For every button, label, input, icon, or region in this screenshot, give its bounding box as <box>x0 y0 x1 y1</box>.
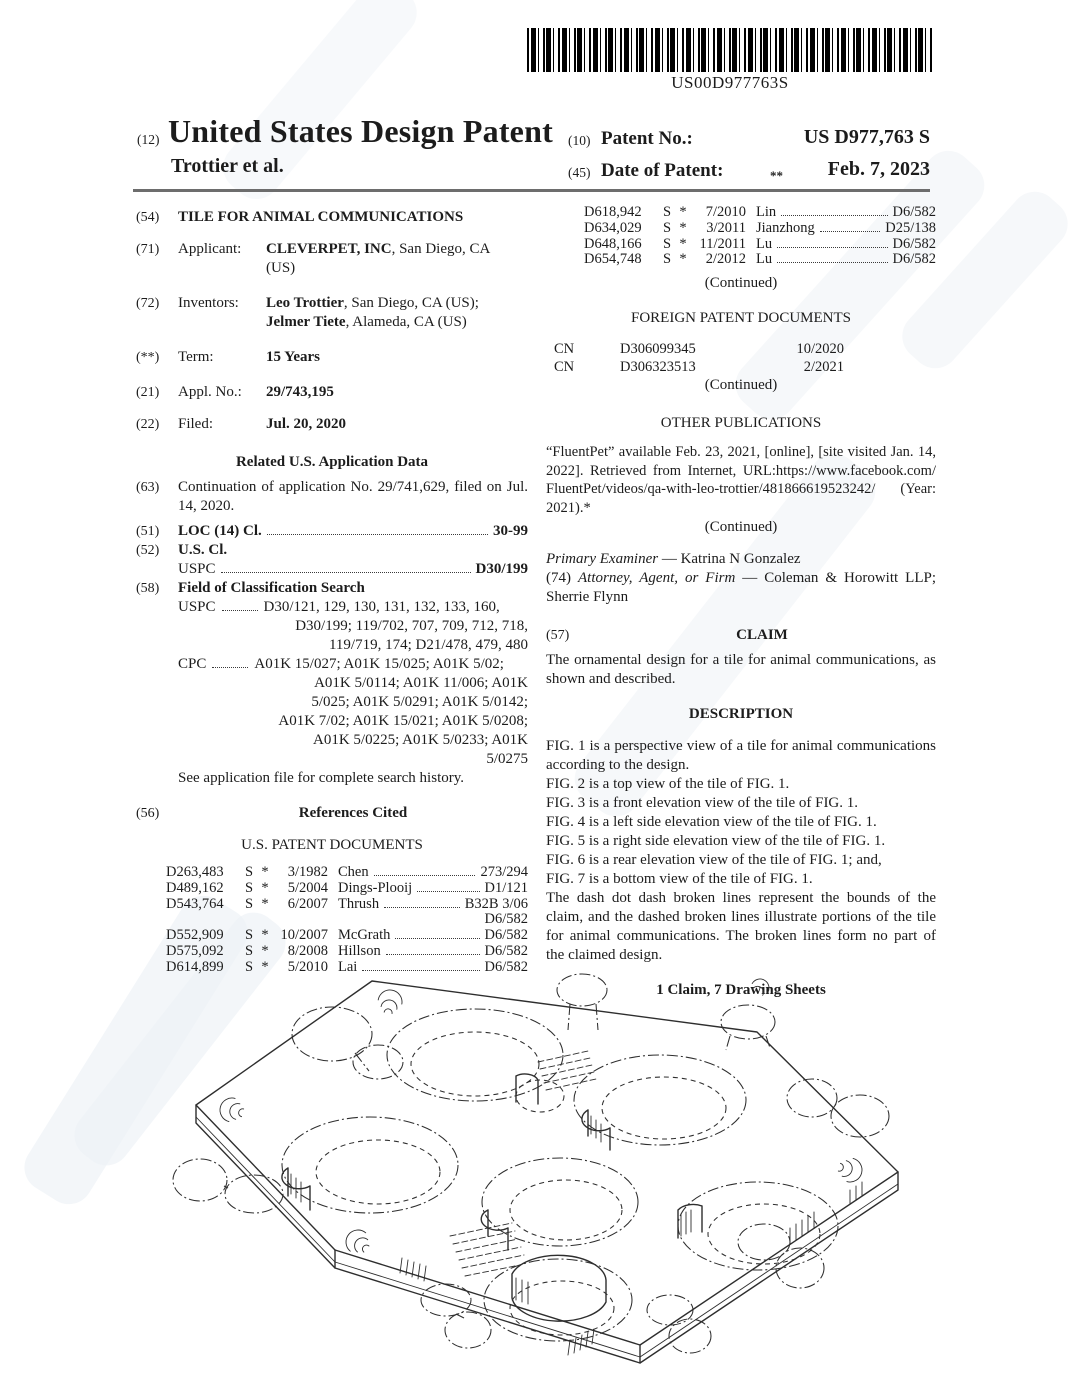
table-row <box>166 897 528 929</box>
ref-country: CN <box>554 341 575 358</box>
figure-description-line: FIG. 6 is a rear elevation view of the tile of FIG. 1; and, <box>546 851 882 868</box>
ref-kind: S <box>244 879 254 896</box>
figure-description-line: FIG. 2 is a top view of the tile of FIG. 1. <box>546 775 790 792</box>
ref-kind: S <box>244 927 254 944</box>
field-tag: (58) <box>136 581 160 596</box>
barcode-label: US00D977763S <box>671 73 789 92</box>
field-tag: (74) <box>546 569 571 586</box>
invention-title: TILE FOR ANIMAL COMMUNICATIONS <box>178 209 464 225</box>
applicant-name: CLEVERPET, INC <box>266 241 392 257</box>
recess <box>282 1117 458 1213</box>
puzzle-tab <box>292 1007 403 1079</box>
field-search-row <box>136 579 528 598</box>
ref-kind: S <box>662 251 672 268</box>
ref-class: D6/582 <box>892 204 936 220</box>
ref-date: 10/2007 <box>280 927 328 944</box>
field-tag: (21) <box>136 385 160 400</box>
ref-date: 10/2020 <box>796 341 844 358</box>
patent-no-value: US D977,763 S <box>803 126 930 148</box>
ref-date: 5/2010 <box>287 958 328 975</box>
ref-name: McGrath <box>338 927 391 944</box>
ref-date: 3/2011 <box>706 219 746 236</box>
ref-date: 8/2008 <box>287 942 328 959</box>
ref-kind: S <box>244 864 254 880</box>
ref-number: D306323513 <box>620 358 696 375</box>
ref-class: D25/138 <box>885 219 936 236</box>
field-tag: (63) <box>136 480 160 495</box>
examiner-line <box>546 550 936 569</box>
figure-description-line: FIG. 3 is a front elevation view of the tile of FIG. 1. <box>546 794 859 811</box>
ref-star: * <box>261 864 269 880</box>
ref-star: * <box>261 958 269 975</box>
appl-no-value: 29/743,195 <box>266 384 334 400</box>
examiner-label: Primary Examiner <box>546 550 659 567</box>
inventors-label: Inventors: <box>178 295 239 311</box>
claim-text: The ornamental design for a tile for animal communications, as shown and described. <box>546 651 936 687</box>
recess <box>574 1055 746 1150</box>
field-tag: (22) <box>136 417 160 432</box>
ref-date: 2/2021 <box>803 358 844 375</box>
ref-number: D614,899 <box>166 958 224 975</box>
uspc-value: D30/199 <box>475 561 528 577</box>
references-heading: References Cited <box>298 805 408 821</box>
applicant-rest: , San Diego, CA <box>391 241 491 257</box>
recess <box>387 1009 564 1112</box>
puzzle-tab <box>738 1224 824 1288</box>
us-docs-heading: U.S. PATENT DOCUMENTS <box>241 837 423 853</box>
ref-class: D6/582 <box>484 927 528 944</box>
uspc-row <box>136 560 528 579</box>
ref-star: * <box>679 204 687 220</box>
dot-leader <box>386 954 480 955</box>
ref-name: Chen <box>338 864 369 880</box>
table-row <box>584 237 936 253</box>
claim-heading-row <box>546 626 936 645</box>
attorney-name: — Coleman & Horowitt LLP; Sherrie Flynn <box>546 569 936 605</box>
field-tag: (**) <box>136 350 160 365</box>
dot-leader <box>395 938 479 939</box>
date-label: Date of Patent: <box>601 160 724 181</box>
inventor-name: Leo Trottier <box>266 295 344 311</box>
ref-class-cont: D6/582 <box>484 911 528 928</box>
inventor-name: Jelmer Tiete <box>266 314 346 330</box>
right-column <box>546 205 936 1000</box>
figure-description-line: FIG. 4 is a left side elevation view of the tile of FIG. 1. <box>546 813 877 830</box>
ref-number: D263,483 <box>166 864 224 880</box>
ref-star: * <box>261 895 269 912</box>
cpc-codes: A01K 5/0114; A01K 11/006; A01K <box>314 675 528 691</box>
ref-star: * <box>261 942 269 959</box>
dot-leader <box>820 231 880 232</box>
table-row <box>166 865 528 881</box>
ref-star: * <box>679 235 687 252</box>
ref-class: 273/294 <box>480 864 528 880</box>
other-publications-heading: OTHER PUBLICATIONS <box>660 415 822 432</box>
table-row <box>584 205 936 221</box>
loc-class-row <box>136 522 528 541</box>
applicant-value <box>266 240 528 278</box>
claim-heading: CLAIM <box>736 626 788 643</box>
ref-kind: S <box>244 942 254 959</box>
foreign-docs-heading: FOREIGN PATENT DOCUMENTS <box>630 310 852 327</box>
dot-leader <box>374 875 476 876</box>
filed-value: Jul. 20, 2020 <box>266 416 347 432</box>
field-tag: (52) <box>136 543 160 558</box>
cpc-label: CPC <box>178 656 207 672</box>
ref-class: D6/582 <box>484 958 528 975</box>
figure-description-line: FIG. 5 is a right side elevation view of the tile of FIG. 1. <box>546 832 886 849</box>
invention-title-row <box>136 208 528 227</box>
ref-star: * <box>261 927 269 944</box>
see-note: See application file for complete search history. <box>178 770 465 786</box>
cpc-codes: 5/025; A01K 5/0291; A01K 5/0142; <box>311 694 528 710</box>
uspc-label: USPC <box>178 561 216 577</box>
ref-name: Lin <box>756 204 777 220</box>
continued-note: (Continued) <box>704 377 778 394</box>
foreign-refs-table <box>546 341 936 376</box>
page-title: United States Design Patent <box>168 113 553 149</box>
applicant-label: Applicant: <box>178 241 242 257</box>
cpc-codes: A01K 15/027; A01K 15/025; A01K 5/02; <box>254 656 504 672</box>
figure-description-line: FIG. 1 is a perspective view of a tile for animal communications according to the design. <box>546 737 936 773</box>
us-class-label: U.S. Cl. <box>178 542 228 558</box>
ref-number: D543,764 <box>166 895 224 912</box>
ref-kind: S <box>244 958 254 975</box>
puzzle-tab <box>721 1005 775 1050</box>
us-class-row <box>136 541 528 560</box>
applicant-row <box>136 240 528 278</box>
field-tag: (71) <box>136 242 160 257</box>
cpc-codes: A01K 5/0225; A01K 5/0233; A01K <box>312 732 528 748</box>
figure-description-line: FIG. 7 is a bottom view of the tile of FIG. 1. <box>546 870 813 887</box>
ref-number: D648,166 <box>584 235 642 252</box>
recess <box>481 1158 638 1250</box>
left-column <box>136 208 528 976</box>
broken-lines-text: The dash dot dash broken lines represent the bounds of the claim, and the dashed broken lines illustrate portions of the tile for animal communications. The broken lines form no part of the claimed design. <box>546 889 936 963</box>
field-search-label: Field of Classification Search <box>178 580 365 596</box>
examiner-name: — Katrina N Gonzalez <box>658 550 801 567</box>
table-row <box>584 252 936 268</box>
cpc-cont <box>136 674 528 769</box>
authors: Trottier et al. <box>171 155 284 177</box>
table-row <box>584 221 936 237</box>
ref-name: Lu <box>756 235 773 252</box>
claim-sheets-note: 1 Claim, 7 Drawing Sheets <box>656 981 826 998</box>
term-row <box>136 348 528 367</box>
ref-date: 11/2011 <box>699 235 746 252</box>
ref-name: Lai <box>338 958 358 975</box>
inventor-rest: , Alameda, CA (US) <box>345 314 467 330</box>
references-cited-row <box>136 804 528 823</box>
ref-number: D654,748 <box>584 251 642 268</box>
term-value: 15 Years <box>266 349 321 365</box>
ref-number: D575,092 <box>166 942 224 959</box>
ref-kind: S <box>244 895 254 912</box>
patent-no-tag: (10) <box>568 133 591 148</box>
field-tag: (56) <box>136 806 160 821</box>
table-row <box>554 341 936 359</box>
date-value: Feb. 7, 2023 <box>827 158 930 180</box>
inventors-value <box>266 294 528 332</box>
field-tag: (51) <box>136 524 160 539</box>
ref-class: D6/582 <box>892 251 936 268</box>
dot-leader <box>781 215 887 216</box>
attorney-line <box>546 569 936 607</box>
us-refs-table-cont <box>584 205 936 268</box>
dot-leader <box>384 907 460 908</box>
dot-leader <box>417 891 479 892</box>
ref-star: * <box>261 879 269 896</box>
ref-name: Thrush <box>338 895 380 912</box>
uspc-codes: 119/719, 174; D21/478, 479, 480 <box>328 637 528 653</box>
puzzle-tab <box>787 1079 889 1137</box>
ref-kind: S <box>662 235 672 252</box>
filed-row <box>136 415 528 434</box>
dot-leader <box>777 262 887 263</box>
ref-date: 2/2012 <box>705 251 746 268</box>
ref-date: 3/1982 <box>287 864 328 880</box>
dot-leader <box>221 572 471 573</box>
patent-no-label: Patent No.: <box>601 128 693 149</box>
ref-number: D306099345 <box>620 341 696 358</box>
puzzle-tab <box>173 1159 283 1213</box>
ref-kind: S <box>662 219 672 236</box>
date-tag: (45) <box>568 165 591 180</box>
ref-class: B32B 3/06 <box>464 895 528 912</box>
ref-date: 6/2007 <box>287 895 328 912</box>
filed-label: Filed: <box>178 416 214 432</box>
table-row <box>166 881 528 897</box>
inventor-rest: , San Diego, CA (US); <box>343 295 479 311</box>
term-note-stars: ** <box>770 168 783 183</box>
other-publication-text: “FluentPet” available Feb. 23, 2021, [online], [site visited Jan. 14, 2022]. Retrieved from Internet, URL:https://www.facebook.com/ FluentPet/videos/qa-with-leo-trottier/481866619523242/ (Year: 2021).* <box>546 444 936 516</box>
ref-star: * <box>679 251 687 268</box>
ref-name: Lu <box>756 251 773 268</box>
term-label: Term: <box>178 349 214 365</box>
ref-number: D634,029 <box>584 219 642 236</box>
description-heading: DESCRIPTION <box>688 705 794 722</box>
kind-code-tag: (12) <box>137 132 160 147</box>
ref-number: D489,162 <box>166 879 224 896</box>
appl-no-row <box>136 383 528 402</box>
ref-name: Jianzhong <box>756 219 815 236</box>
cpc-codes: A01K 7/02; A01K 15/021; A01K 5/0208; <box>278 713 528 729</box>
ref-name: Dings-Plooij <box>338 879 413 896</box>
continued-note: (Continued) <box>704 275 778 292</box>
puzzle-tab <box>557 974 607 1030</box>
loc-value: 30-99 <box>493 523 528 539</box>
ref-number: D618,942 <box>584 204 642 220</box>
figure-descriptions <box>546 737 936 889</box>
cpc-line1 <box>136 655 528 674</box>
appl-no-label: Appl. No.: <box>178 384 242 400</box>
continuation-row <box>136 478 528 516</box>
attorney-label: Attorney, Agent, or Firm <box>577 569 736 586</box>
ref-class: D1/121 <box>484 879 528 896</box>
field-tag: (54) <box>136 210 160 225</box>
header-rule <box>133 189 930 192</box>
uspc-codes: D30/199; 119/702, 707, 709, 712, 718, <box>295 618 528 634</box>
uspc-search-cont <box>136 617 528 655</box>
fig1-perspective-tile-drawing <box>150 958 930 1388</box>
dot-leader <box>222 610 258 611</box>
dot-leader <box>212 667 248 668</box>
field-tag: (57) <box>546 627 570 643</box>
ref-date: 7/2010 <box>705 204 746 220</box>
puzzle-tab <box>421 1284 491 1348</box>
cpc-codes: 5/0275 <box>486 751 528 767</box>
ref-star: * <box>679 219 687 236</box>
related-data-heading: Related U.S. Application Data <box>235 454 429 470</box>
barcode <box>527 28 933 72</box>
continued-note: (Continued) <box>704 518 778 535</box>
ref-country: CN <box>554 358 575 375</box>
table-row <box>554 359 936 377</box>
uspc-codes: D30/121, 129, 130, 131, 132, 133, 160, <box>263 599 500 615</box>
continuation-text: Continuation of application No. 29/741,629, filed on Jul. 14, 2020. <box>178 479 528 514</box>
applicant-country: (US) <box>266 260 296 276</box>
ref-name: Hillson <box>338 942 381 959</box>
ref-class: D6/582 <box>484 942 528 959</box>
dot-leader <box>777 247 887 248</box>
dot-leader <box>267 534 488 535</box>
ref-kind: S <box>662 204 672 220</box>
ref-date: 5/2004 <box>287 879 328 896</box>
loc-label: LOC (14) Cl. <box>178 523 262 539</box>
uspc-search-line1 <box>136 598 528 617</box>
ref-number: D552,909 <box>166 927 224 944</box>
field-tag: (72) <box>136 296 160 311</box>
ref-class: D6/582 <box>892 235 936 252</box>
inventors-row <box>136 294 528 332</box>
uspc-label: USPC <box>178 599 216 615</box>
table-row <box>166 928 528 944</box>
